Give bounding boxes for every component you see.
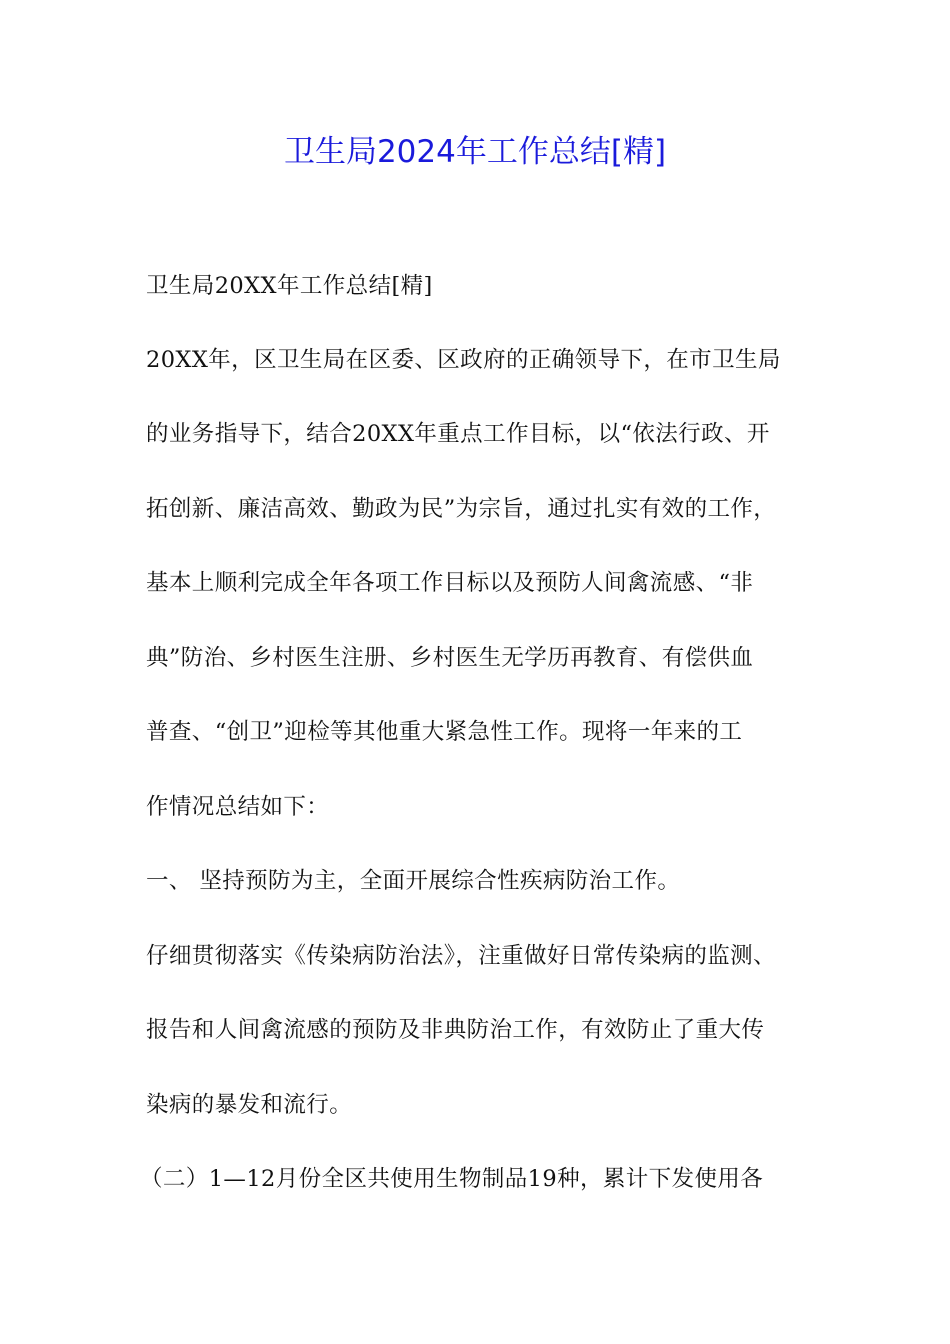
paragraph-line: 的业务指导下，结合20XX年重点工作目标，以“依法行政、开 — [146, 421, 770, 447]
paragraph-line: 基本上顺利完成全年各项工作目标以及预防人间禽流感、“非 — [146, 570, 754, 596]
paragraph-line: 普查、“创卫”迎检等其他重大紧急性工作。现将一年来的工 — [146, 719, 743, 745]
paragraph-line: （二）1—12月份全区共使用生物制品19种，累计下发使用各 — [140, 1166, 764, 1192]
paragraph-line: 作情况总结如下： — [146, 794, 330, 820]
paragraph-line: 报告和人间禽流感的预防及非典防治工作，有效防止了重大传 — [146, 1017, 765, 1043]
subtitle-line: 卫生局20XX年工作总结[精] — [146, 273, 433, 299]
section-heading: 一、 坚持预防为主，全面开展综合性疾病防治工作。 — [146, 868, 681, 894]
paragraph-line: 典”防治、乡村医生注册、乡村医生无学历再教育、有偿供血 — [146, 645, 754, 671]
document-title: 卫生局2024年工作总结[精] — [283, 134, 667, 170]
paragraph-line: 染病的暴发和流行。 — [146, 1092, 353, 1118]
paragraph-line: 仔细贯彻落实《传染病防治法》，注重做好日常传染病的监测、 — [146, 943, 776, 969]
paragraph-line: 拓创新、廉洁高效、勤政为民”为宗旨，通过扎实有效的工作， — [146, 496, 777, 522]
paragraph-line: 20XX年，区卫生局在区委、区政府的正确领导下，在市卫生局 — [146, 347, 781, 373]
